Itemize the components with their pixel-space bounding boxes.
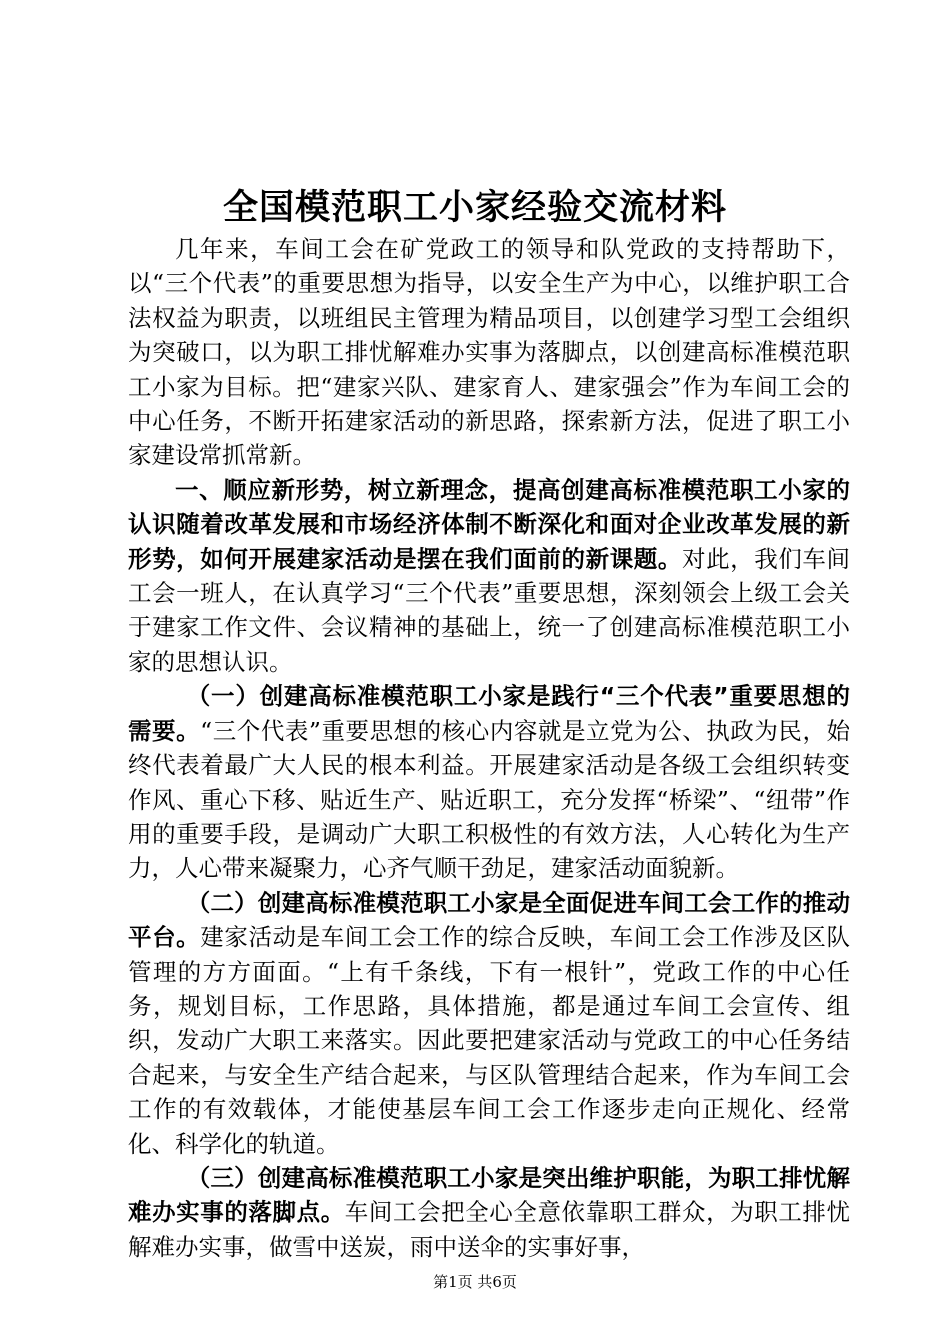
item-3-paragraph bbox=[128, 1161, 850, 1264]
item-2-heading: （二）创建高标准模范职工小家是全面促进车间工会工作的推动平台。 bbox=[128, 888, 850, 952]
item-2-paragraph bbox=[128, 886, 850, 1161]
section-1-paragraph bbox=[128, 473, 850, 679]
item-2-body: 建家活动是车间工会工作的综合反映，车间工会工作涉及区队管理的方方面面。“上有千条线，下有一根针”，党政工作的中心任务，规划目标，工作思路，具体措施，都是通过车间工会宣传、组织，发动广大职工来落实。因此要把建家活动与党政工的中心任务结合起来，与安全生产结合起来，与区队管理结合起来，作为车间工会工作的有效载体，才能使基层车间工会工作逐步走向正规化、经常化、科学化的轨道。 bbox=[128, 923, 851, 1158]
item-3-body: 车间工会把全心全意依靠职工群众，为职工排忧解难办实事，做雪中送炭，雨中送伞的实事好事， bbox=[128, 1198, 851, 1261]
intro-paragraph: 几年来，车间工会在矿党政工的领导和队党政的支持帮助下，以“三个代表”的重要思想为指导，以安全生产为中心，以维护职工合法权益为职责，以班组民主管理为精品项目，以创建学习型工会组织为突破口，以为职工排忧解难办实事为落脚点，以创建高标准模范职工小家为目标。把“建家兴队、建家育人、建家强会”作为车间工会的中心任务，不断开拓建家活动的新思路，探索新方法，促进了职工小家建设常抓常新。 bbox=[128, 235, 850, 470]
section-1-heading: 一、顺应新形势，树立新理念，提高创建高标准模范职工小家的认识随着改革发展和市场经济体制不断深化和面对企业改革发展的新形势，如何开展建家活动是摆在我们面前的新课题。 bbox=[128, 475, 850, 573]
document-title: 全国模范职工小家经验交流材料 bbox=[222, 188, 727, 228]
section-1-body: 对此，我们车间工会一班人，在认真学习“三个代表”重要思想，深刻领会上级工会关于建家工作文件、会议精神的基础上，统一了创建高标准模范职工小家的思想认识。 bbox=[128, 544, 851, 676]
page-number-footer: 第1页 共6页 bbox=[433, 1273, 517, 1291]
item-1-paragraph bbox=[128, 679, 850, 885]
item-1-heading: （一）创建高标准模范职工小家是践行“三个代表”重要思想的需要。 bbox=[128, 682, 850, 745]
item-1-body: “三个代表”重要思想的核心内容就是立党为公、执政为民，始终代表着最广大人民的根本利益。开展建家活动是各级工会组织转变作风、重心下移、贴近生产、贴近职工，充分发挥“桥梁”、“纽带”作用的重要手段，是调动广大职工积极性的有效方法，人心转化为生产力，人心带来凝聚力，心齐气顺干劲足，建家活动面貌新。 bbox=[128, 716, 851, 883]
item-3-heading: （三）创建高标准模范职工小家是突出维护职能，为职工排忧解难办实事的落脚点。 bbox=[128, 1163, 850, 1227]
document-body bbox=[128, 232, 850, 1264]
